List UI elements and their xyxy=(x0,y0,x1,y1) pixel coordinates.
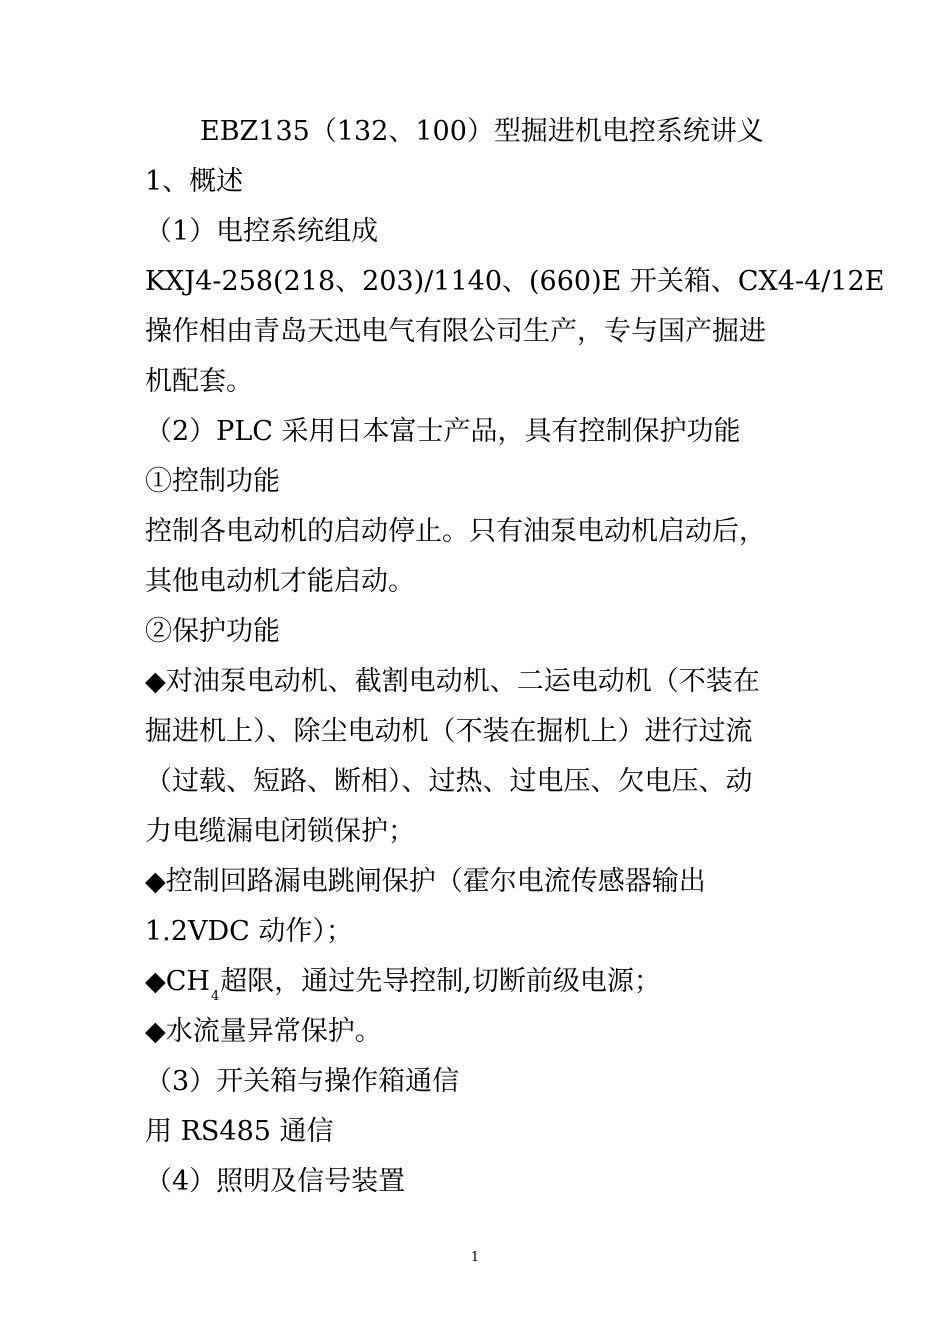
subsection-heading-communication: （3）开关箱与操作箱通信 xyxy=(145,1066,460,1097)
item-heading-control: ①控制功能 xyxy=(145,466,280,497)
paragraph-line: （过载、短路、断相）、过热、过电压、欠电压、动 xyxy=(145,766,753,797)
subsection-heading-composition: （1）电控系统组成 xyxy=(145,216,379,247)
section-heading-overview: 1、概述 xyxy=(145,166,244,197)
paragraph-line: 机配套。 xyxy=(145,366,253,397)
item-heading-protection: ②保护功能 xyxy=(145,616,280,647)
ch4-suffix: 超限，通过先导控制,切断前级电源； xyxy=(220,966,661,997)
paragraph-line: 控制各电动机的启动停止。只有油泵电动机启动后， xyxy=(145,516,766,547)
bullet-line-ch4 xyxy=(145,966,661,1003)
document-title: EBZ135（132、100）型掘进机电控系统讲义 xyxy=(200,116,764,147)
paragraph-line: 掘进机上）、除尘电动机（不装在掘机上）进行过流 xyxy=(145,716,753,747)
paragraph-line: 操作相由青岛天迅电气有限公司生产，专与国产掘进 xyxy=(145,316,766,347)
ch4-prefix: ◆CH xyxy=(145,966,210,997)
paragraph-line: 力电缆漏电闭锁保护； xyxy=(145,816,415,847)
paragraph-line: 其他电动机才能启动。 xyxy=(145,566,415,597)
page-number: 1 xyxy=(470,1250,480,1265)
ch4-subscript: 4 xyxy=(210,989,220,1004)
paragraph-line: 1.2VDC 动作）； xyxy=(145,916,353,947)
paragraph-line: 用 RS485 通信 xyxy=(145,1116,334,1147)
paragraph-line: KXJ4-258(218、203)/1140、(660)E 开关箱、CX4-4/12E xyxy=(145,266,885,297)
bullet-line: ◆控制回路漏电跳闸保护（霍尔电流传感器输出 xyxy=(145,866,706,897)
bullet-line: ◆对油泵电动机、截割电动机、二运电动机（不装在 xyxy=(145,666,760,697)
bullet-line: ◆水流量异常保护。 xyxy=(145,1016,382,1047)
subsection-heading-lighting: （4）照明及信号装置 xyxy=(145,1166,406,1197)
subsection-heading-plc: （2）PLC 采用日本富士产品，具有控制保护功能 xyxy=(145,416,741,447)
